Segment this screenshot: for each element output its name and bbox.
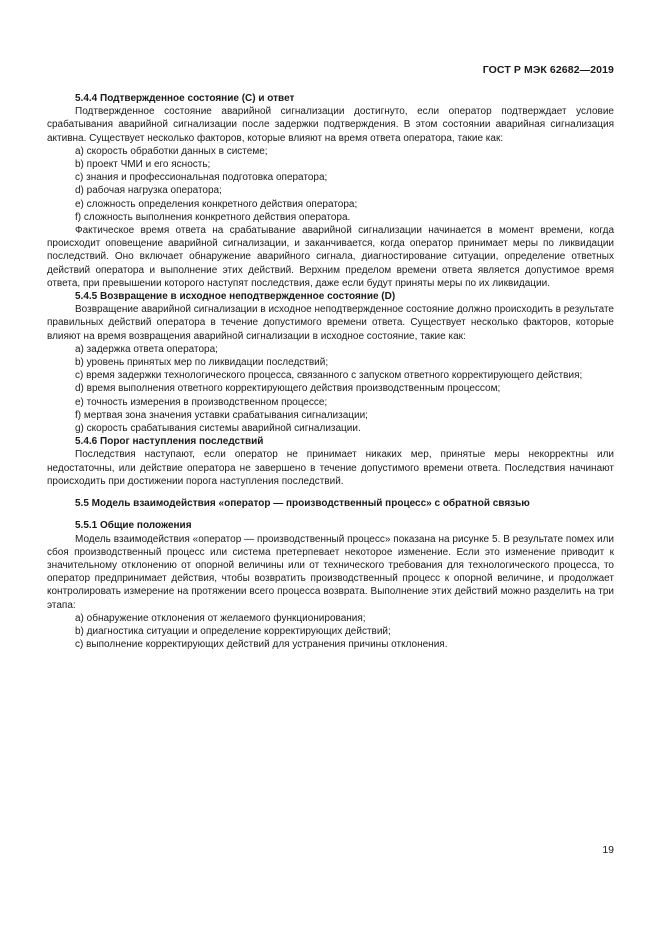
body-paragraph: Модель взаимодействия «оператор — производственный процесс» показана на рисунке 5. В результате помех или сбоя производственный процесс или система претерпевает некоторое изменение. Если это изменение приводит к значительному отклонению от опорной величины или от технического требования для технологического процесса, то оператор предпринимает действия, чтобы возвратить производственный процесс к опорной величине, и продолжает контролировать измерение на протяжении всего процесса возврата. Выполнение этих действий можно разделить на три этапа:	[47, 533, 614, 611]
section-heading: 5.5.1 Общие положения	[75, 520, 192, 532]
list-item: b) проект ЧМИ и его ясность;	[75, 159, 211, 171]
list-item: f) мертвая зона значения уставки срабатывания сигнализации;	[75, 409, 368, 421]
list-item: c) знания и профессиональная подготовка оператора;	[75, 172, 328, 184]
body-paragraph: Подтвержденное состояние аварийной сигнализации достигнуто, если оператор подтверждает условие срабатывания аварийной сигнализации после задержки подтверждения. В этом состоянии аварийная сигнализация активна. Существует несколько факторов, которые влияют на время ответа оператора, такие как:	[47, 106, 614, 144]
list-item: e) сложность определения конкретного действия оператора;	[75, 198, 358, 210]
list-item: b) диагностика ситуации и определение корректирующих действий;	[75, 625, 391, 637]
document-id-header: ГОСТ Р МЭК 62682—2019	[482, 64, 614, 76]
list-item: a) скорость обработки данных в системе;	[75, 145, 268, 157]
list-item: b) уровень принятых мер по ликвидации последствий;	[75, 357, 329, 369]
section-heading: 5.4.6 Порог наступления последствий	[75, 436, 264, 448]
section-heading: 5.4.5 Возвращение в исходное неподтвержденное состояние (D)	[75, 291, 396, 303]
list-item: a) обнаружение отклонения от желаемого функционирования;	[75, 612, 366, 624]
section-heading: 5.5 Модель взаимодействия «оператор — производственный процесс» с обратной связью	[75, 498, 530, 510]
list-item: c) выполнение корректирующих действий для устранения причины отклонения.	[75, 639, 448, 651]
list-item: d) время выполнения ответного корректирующего действия производственным процессом;	[75, 383, 501, 395]
document-body	[47, 92, 614, 651]
list-item: e) точность измерения в производственном процессе;	[75, 396, 328, 408]
list-item: a) задержка ответа оператора;	[75, 343, 218, 355]
body-paragraph: Последствия наступают, если оператор не принимает никаких мер, принятые меры некорректны или недостаточны, или действие оператора не завершено в течение допустимого времени ответа. Последствия начинают происходить при достижении порога наступления последствий.	[47, 449, 614, 487]
list-item: d) рабочая нагрузка оператора;	[75, 185, 222, 197]
page-number: 19	[602, 844, 614, 856]
section-heading: 5.4.4 Подтвержденное состояние (С) и ответ	[75, 93, 295, 104]
body-paragraph: Возвращение аварийной сигнализации в исходное неподтвержденное состояние должно происходить в результате правильных действий оператора в течение допустимого времени ответа. Существует несколько факторов, которые влияют на время возвращения аварийной сигнализации в исходное состояние, такие как:	[47, 304, 614, 342]
list-item: f) сложность выполнения конкретного действия оператора.	[75, 211, 351, 223]
body-paragraph: Фактическое время ответа на срабатывание аварийной сигнализации начинается в момент времени, когда происходит оповещение аварийной сигнализации, и заканчивается, когда оператор принимает меры по ликвидации последствий. Оно включает обнаружение аварийного сигнала, диагностирование ситуации, определение ответных действий оператора и выполнение этих действий. Верхним пределом времени ответа является допустимое время ответа, при превышении которого наступят последствия, даже если будут приняты меры по их ликвидации.	[47, 225, 614, 289]
list-item: g) скорость срабатывания системы аварийной сигнализации.	[75, 423, 361, 435]
list-item: c) время задержки технологического процесса, связанного с запуском ответного корректирующего действия;	[75, 370, 583, 382]
